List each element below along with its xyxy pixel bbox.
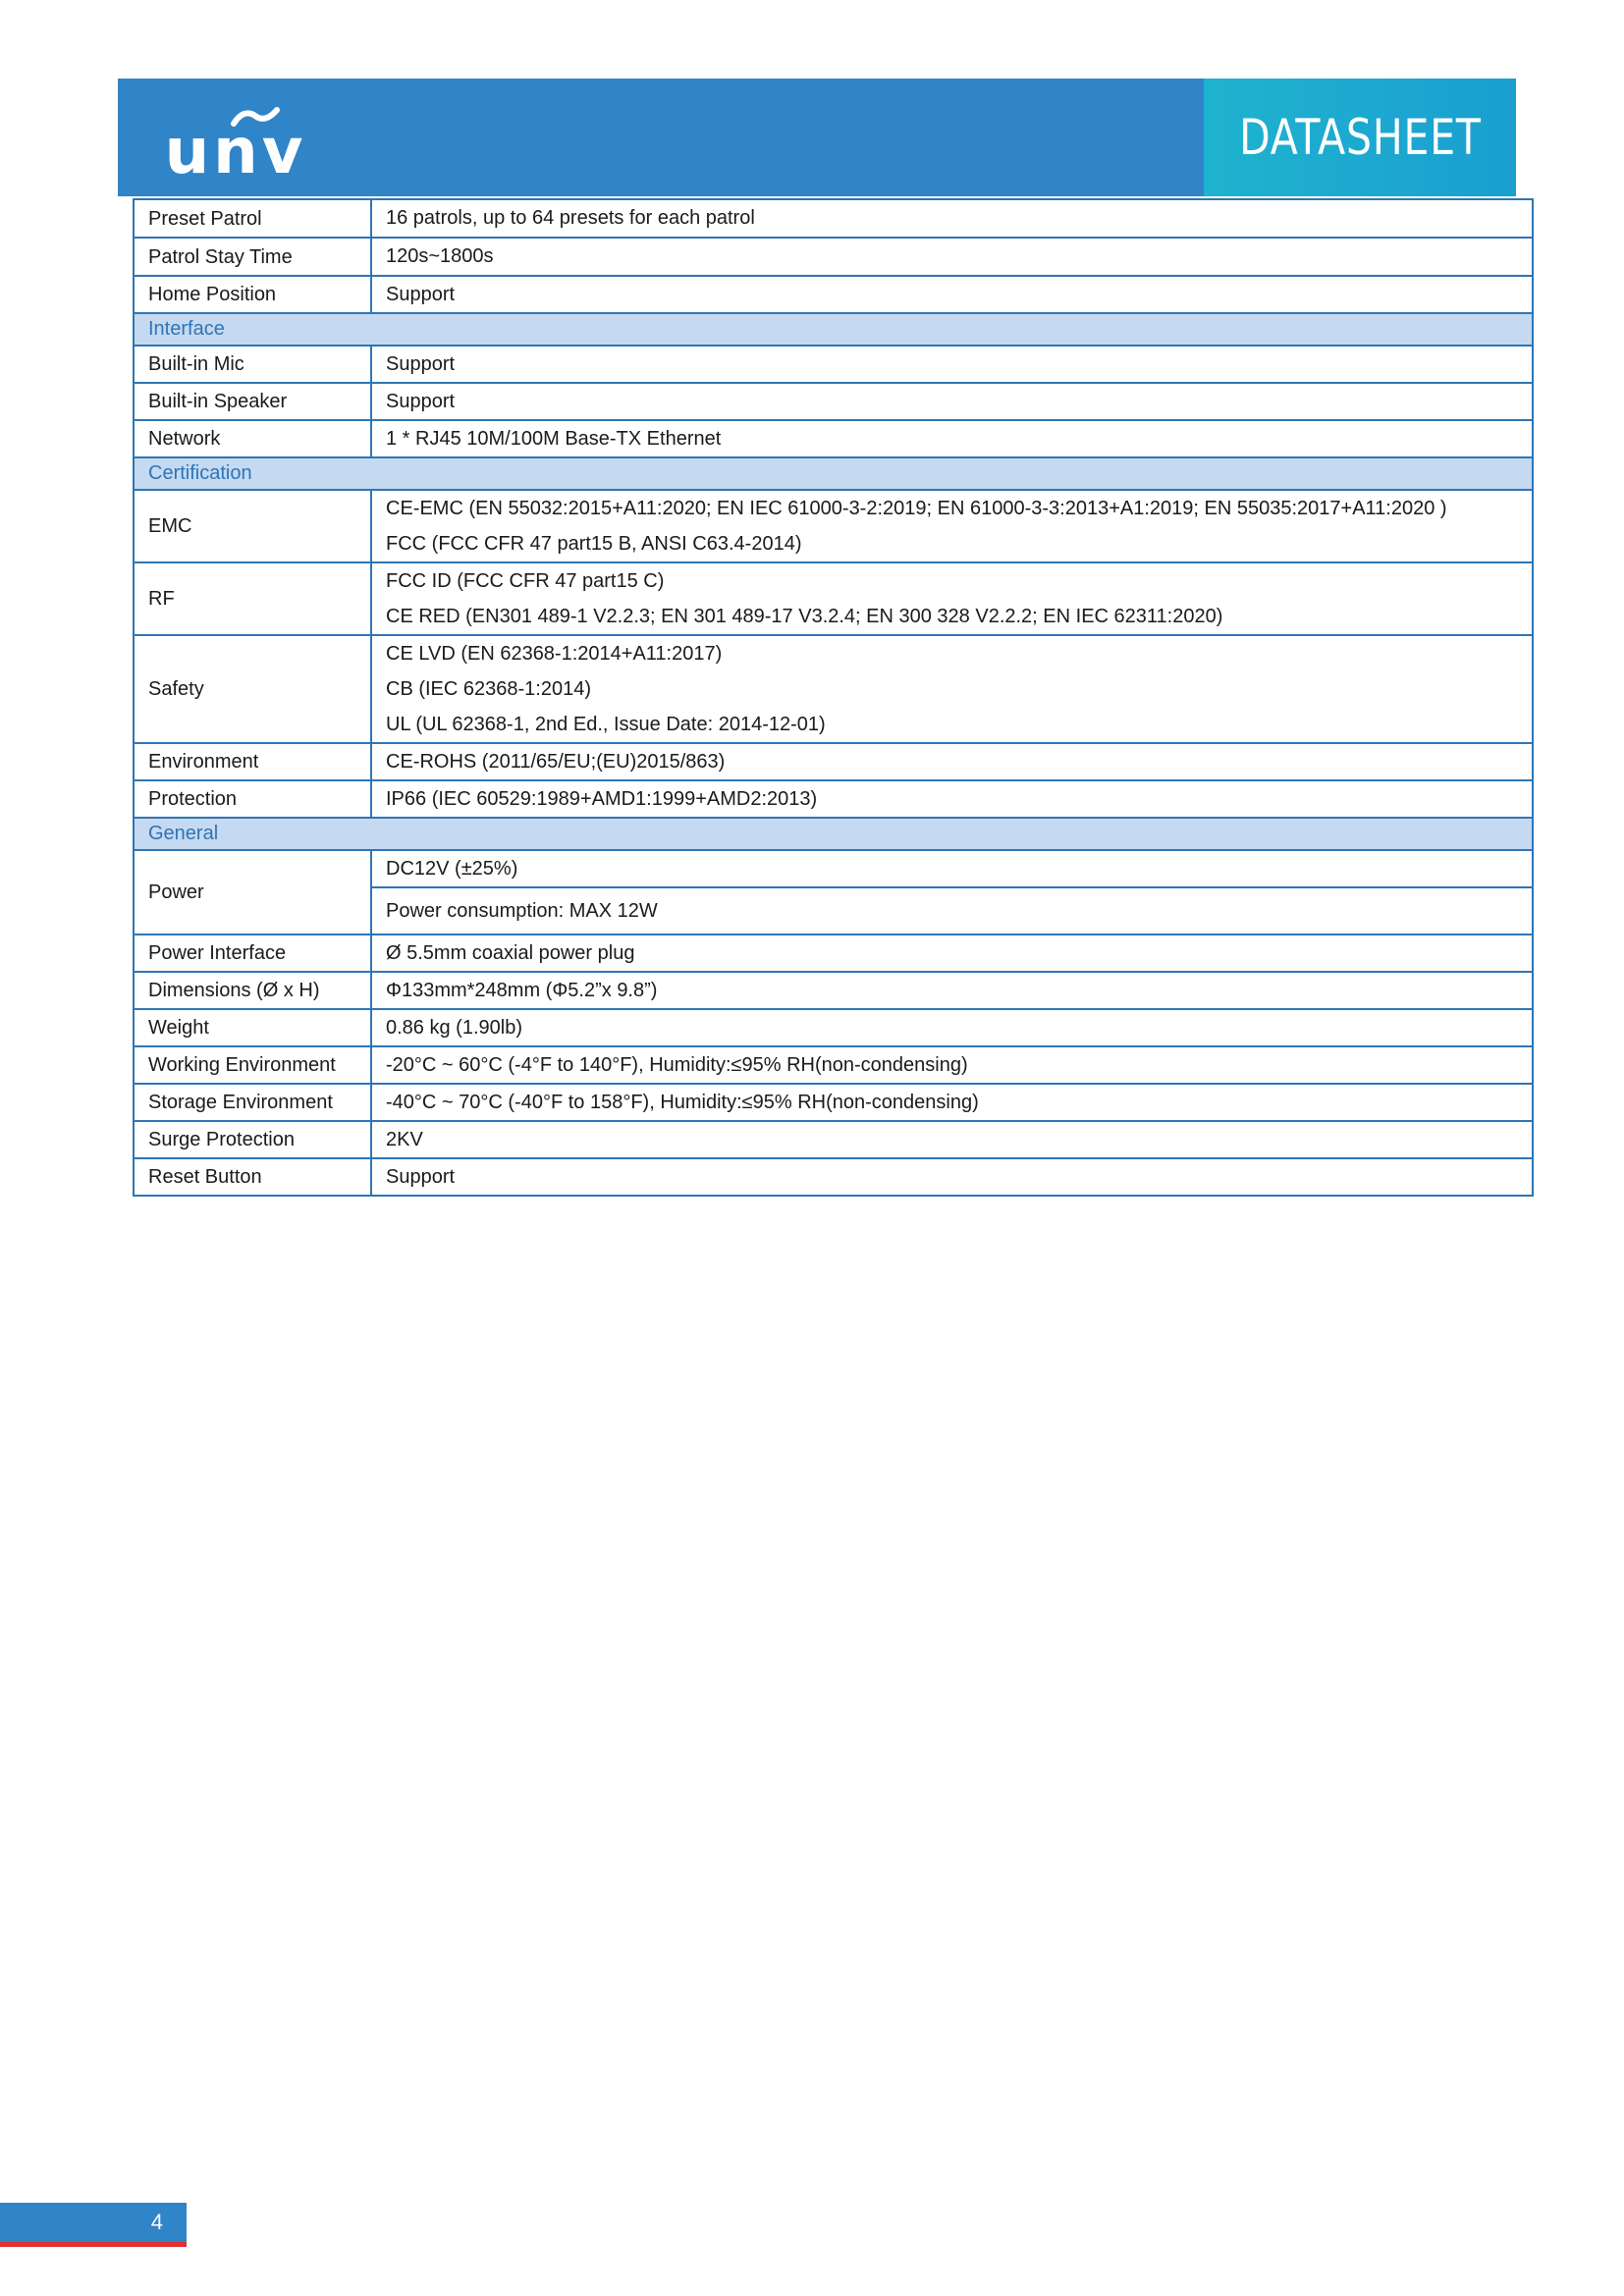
spec-value xyxy=(371,972,1533,1009)
spec-value xyxy=(371,346,1533,383)
spec-label: Surge Protection xyxy=(134,1121,371,1158)
spec-value-line: IP66 (IEC 60529:1989+AMD1:1999+AMD2:2013) xyxy=(386,787,818,810)
table-row xyxy=(134,780,1533,818)
section-row xyxy=(134,818,1533,850)
logo-wordmark: unv xyxy=(164,116,307,183)
spec-value: DC12V (±25%) xyxy=(371,850,1533,887)
table-row xyxy=(134,346,1533,383)
unv-logo xyxy=(147,94,324,183)
spec-value-line: CE LVD (EN 62368-1:2014+A11:2017) xyxy=(386,643,723,665)
spec-label: RF xyxy=(134,562,371,635)
section-row xyxy=(134,457,1533,490)
spec-value xyxy=(371,1009,1533,1046)
spec-value-line: Support xyxy=(386,390,456,412)
spec-label: Environment xyxy=(134,743,371,780)
datasheet-title-box xyxy=(1204,79,1516,196)
spec-value-line: CE-EMC (EN 55032:2015+A11:2020; EN IEC 61000-3-2:2019; EN 61000-3-3:2013+A1:2019; EN 55035:2017+A11:2020 ) xyxy=(386,498,1447,519)
spec-value xyxy=(371,780,1533,818)
table-row xyxy=(134,562,1533,635)
table-row xyxy=(134,383,1533,420)
spec-value-line: Support xyxy=(386,1165,456,1188)
table-row xyxy=(134,238,1533,276)
spec-value xyxy=(371,562,1533,635)
spec-label: Network xyxy=(134,420,371,457)
section-title: Certification xyxy=(134,457,1533,490)
spec-label: Built-in Mic xyxy=(134,346,371,383)
spec-label: Safety xyxy=(134,635,371,743)
spec-value-line: CE RED (EN301 489-1 V2.2.3; EN 301 489-17 V3.2.4; EN 300 328 V2.2.2; EN IEC 62311:2020) xyxy=(386,606,1223,627)
spec-value xyxy=(371,199,1533,238)
spec-value xyxy=(371,1046,1533,1084)
spec-value xyxy=(371,238,1533,276)
footer-accent-line xyxy=(0,2242,187,2247)
spec-value xyxy=(371,743,1533,780)
spec-value-line: Φ133mm*248mm (Φ5.2”x 9.8”) xyxy=(386,979,658,1001)
spec-table xyxy=(133,198,1534,1197)
spec-label: Preset Patrol xyxy=(134,199,371,238)
spec-value-line: 0.86 kg (1.90lb) xyxy=(386,1016,522,1039)
table-row xyxy=(134,276,1533,313)
spec-label: Storage Environment xyxy=(134,1084,371,1121)
table-row xyxy=(134,1084,1533,1121)
table-row xyxy=(134,850,1533,887)
spec-label: Power xyxy=(134,850,371,934)
spec-value xyxy=(371,635,1533,743)
table-row xyxy=(134,420,1533,457)
section-title: General xyxy=(134,818,1533,850)
spec-label: Dimensions (Ø x H) xyxy=(134,972,371,1009)
spec-value-line: -20°C ~ 60°C (-4°F to 140°F), Humidity:≤95% RH(non-condensing) xyxy=(386,1053,968,1076)
spec-value-line: 1 * RJ45 10M/100M Base-TX Ethernet xyxy=(386,427,722,450)
spec-value-line: 2KV xyxy=(386,1128,423,1150)
table-row xyxy=(134,490,1533,562)
table-row xyxy=(134,934,1533,972)
spec-value-line: Support xyxy=(386,283,456,305)
header-bar xyxy=(118,79,1516,196)
table-row xyxy=(134,972,1533,1009)
spec-value xyxy=(371,1158,1533,1196)
spec-value-line: CE-ROHS (2011/65/EU;(EU)2015/863) xyxy=(386,750,726,773)
table-row xyxy=(134,1009,1533,1046)
spec-value xyxy=(371,934,1533,972)
spec-value xyxy=(371,1084,1533,1121)
spec-value-line: FCC ID (FCC CFR 47 part15 C) xyxy=(386,570,665,592)
spec-label: Power Interface xyxy=(134,934,371,972)
datasheet-title: DATASHEET xyxy=(1238,109,1482,166)
spec-label: Weight xyxy=(134,1009,371,1046)
spec-label: Working Environment xyxy=(134,1046,371,1084)
table-row xyxy=(134,1158,1533,1196)
spec-value-line: CB (IEC 62368-1:2014) xyxy=(386,678,592,700)
spec-label: Built-in Speaker xyxy=(134,383,371,420)
spec-label: Home Position xyxy=(134,276,371,313)
spec-value-line: -40°C ~ 70°C (-40°F to 158°F), Humidity:≤95% RH(non-condensing) xyxy=(386,1091,979,1113)
table-row xyxy=(134,1046,1533,1084)
spec-label: Protection xyxy=(134,780,371,818)
spec-value-line: Ø 5.5mm coaxial power plug xyxy=(386,941,635,964)
spec-value-line: FCC (FCC CFR 47 part15 B, ANSI C63.4-2014) xyxy=(386,533,802,555)
section-title: Interface xyxy=(134,313,1533,346)
spec-value xyxy=(371,420,1533,457)
section-row xyxy=(134,313,1533,346)
spec-value xyxy=(371,276,1533,313)
table-row xyxy=(134,199,1533,238)
spec-value: Power consumption: MAX 12W xyxy=(371,887,1533,934)
page-number-box xyxy=(0,2203,187,2242)
spec-value-line: UL (UL 62368-1, 2nd Ed., Issue Date: 2014-12-01) xyxy=(386,714,826,735)
spec-label: EMC xyxy=(134,490,371,562)
spec-label: Patrol Stay Time xyxy=(134,238,371,276)
spec-label: Reset Button xyxy=(134,1158,371,1196)
spec-value xyxy=(371,490,1533,562)
spec-value xyxy=(371,383,1533,420)
page-number: 4 xyxy=(150,2210,163,2234)
table-row xyxy=(134,1121,1533,1158)
spec-value xyxy=(371,1121,1533,1158)
spec-value-line: Support xyxy=(386,352,456,375)
spec-value-line: 16 patrols, up to 64 presets for each patrol xyxy=(386,207,755,229)
spec-value-line: 120s~1800s xyxy=(386,245,494,267)
table-row xyxy=(134,635,1533,743)
table-row xyxy=(134,743,1533,780)
